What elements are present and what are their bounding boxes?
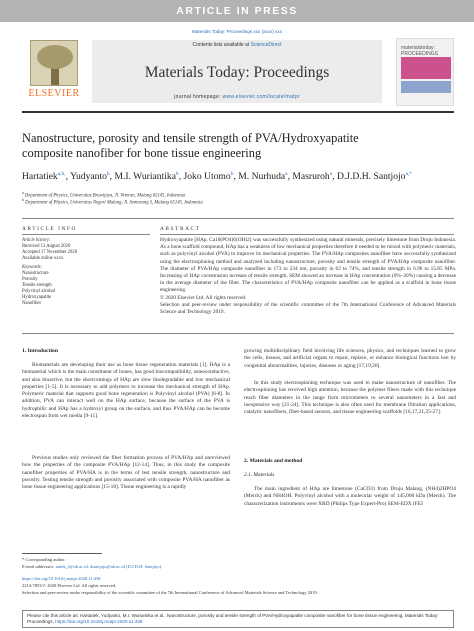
affiliation-text: Department of Physics, Universitas Negeri Malang, Jl. Semarang 5, Malang 65145, Indonesia: [25, 200, 203, 206]
materials-paragraph: The main ingredient of HAp are limestone (CaCO3) from Druju Malang, (NH4)2HPO4 (Merck) and NH4OH. Polyvinyl alcohol with a molecular weight of 145,000 kDa (Merck). The characterization instruments were XRD (Philips Type Expert-Pro) SEM-EDX (FEI: [244, 486, 456, 507]
footnote-divider: [22, 553, 102, 554]
intro-paragraph: Biomaterials are developing their use as bone tissue regeneration materials [1]. HAp is a biomaterial which is the main constituent of bones, has good biocompatibility, osteoconductive, and also bioactive, but the shortcomings of HAp are slow biodegradable and low mechanical properties [1-5]. It is necessary to add polymers to increase the mechanical strength of HAp. Polymeric material that supports good bone regeneration is Polyvinyl alcohol (PVA) [6-8]. In addition, PVA can interact well on the HAp surface, because the surface of the PVA is hydrophilic and HAp has a hydroxyl group on the surface, and thus PVA/HAp can be become electrospun from wet media [9-11].: [22, 362, 230, 420]
author-affiliation-mark[interactable]: b: [106, 171, 110, 177]
author-affiliation-mark[interactable]: b: [230, 171, 234, 177]
cover-graphic-lower: [401, 81, 451, 93]
abstract-text: Hydroxyapatite [HAp, Ca10(PO4)6(OH)2] was successfully synthesized using natural minerals, precisely limestone from Druju Indonesia. As a bone scaffold compound, HAp has a weakness of low mechanical properties therefore it needed to be mixed with polymeric materials, such as polyvinyl alcohol (PVA) to improve its mechanical properties. The PVA/HAp composites nanofiber have successfully synthesized using the electrospinning method and analyzed including nanostructure, porosity and tensile strength of PVA/HAp composite nanofiber. The diameter of PVA/HAp composite nanofiber in 173 to 234 nm, porosity in 62 to 74%, and tensile strength in 6.96 to 15.85 MPa. Increasing of HAp cocentrasion increase of tensile strength, SEM showed an increase in HAp concentration (0%–20%) causing a decrease in the average diameter of the fiber. The characteristics of PVA/HAp composite nanofiber can be applied as a scaffold in bone tissue engineering.: [160, 237, 456, 294]
citation-notice-box: [22, 610, 454, 628]
author-affiliation-mark[interactable]: a: [285, 171, 288, 177]
author-affiliation-mark[interactable]: a,b,: [57, 171, 66, 177]
elsevier-wordmark: ELSEVIER: [28, 88, 80, 99]
author-name[interactable]: Masruroh: [292, 171, 330, 183]
author-name[interactable]: Yudyanto: [70, 171, 107, 183]
journal-homepage-line: [92, 94, 382, 100]
intro-paragraph: Previous studies only reviewed the fiber formation process of PVA/HAp and unreviewed how the properties of the composite PVA/HAp [12-14]. Thus, in this study the composite nanofiber properties of PVA/HA is in the terms of test tensile strength, nanostructure and porosity. Testing tensile strength and porosity associated with composite PVA/HA nanofiber as bone tissue engineering applications [15-18]. Tissue engineering is a rapidly: [22, 455, 230, 491]
abstract-copyright: © 2020 Elsevier Ltd. All rights reserved.: [160, 294, 247, 301]
section-heading-materials: 2. Materials and method: [244, 458, 303, 464]
header-divider: [22, 218, 454, 219]
abstract-rule: [160, 234, 454, 235]
issn-line: 2214-7853/© 2020 Elsevier Ltd. All rights reserved.: [22, 583, 117, 588]
homepage-url-link[interactable]: www.elsevier.com/locate/matpr: [222, 94, 300, 100]
article-info-heading: ARTICLE INFO: [22, 226, 77, 232]
intro-paragraph: growing multidisciplinary field involving life sciences, physics, and techniques learned to grow the cells, tissues, and artificial organs to repair, replace, or enhance biological functions lost by congenital abnormalities, injuries, diseases or aging [17,19,20].: [244, 348, 456, 369]
keyword: Porosity: [22, 277, 38, 282]
abstract-body: [160, 237, 456, 316]
doi-url[interactable]: https://doi.org/10.1016/j.matpr.2020.11.438: [22, 576, 101, 581]
masthead-divider: [22, 111, 454, 113]
doi-link[interactable]: [22, 576, 101, 581]
abstract-heading: ABSTRACT: [160, 226, 201, 232]
journal-cover-thumbnail[interactable]: [396, 38, 454, 106]
section-heading-introduction: 1. Introduction: [22, 348, 58, 354]
history-received: Received 13 August 2020: [22, 244, 71, 249]
history-accepted: Accepted 17 November 2020: [22, 250, 78, 255]
keyword: Nanofiber: [22, 301, 42, 306]
author-name[interactable]: M.I. Wuriantika: [114, 171, 176, 183]
affiliation: [22, 198, 203, 206]
keyword: Hydroxyapatite: [22, 295, 52, 300]
homepage-prefix: journal homepage:: [174, 94, 221, 100]
article-title-line-1: Nanostructure, porosity and tensile strength of PVA/Hydroxyapatite: [22, 131, 359, 145]
keyword: Tensile strength: [22, 283, 52, 288]
abstract-selection: Selection and peer-review under responsibility of the scientific committee of the 7th International Conference of Advanced Materials Science and Technology 2019.: [160, 301, 456, 316]
subsection-heading-materials: 2.1. Materials: [244, 472, 275, 478]
elsevier-logo[interactable]: [22, 36, 86, 106]
author-affiliation-mark[interactable]: a: [329, 171, 333, 177]
author-name[interactable]: D.J.D.H. Santjojo: [336, 171, 406, 183]
author-name[interactable]: M. Nurhuda: [238, 171, 286, 183]
author-name[interactable]: Hartatiek: [22, 171, 58, 183]
affiliation-text: Department of Physics, Universitas Brawijaya, Jl. Veteran, Malang 65145, Indonesia: [24, 193, 186, 199]
sciencedirect-link[interactable]: ScienceDirect: [250, 42, 282, 48]
intro-paragraph: In this study electrospinning technique was used to make nanostructure of nanofiber. The electrospinning has received high attention, because the polymer fibers made with this technique reach fiber diameters in the range from micrometers to several nanometers in a fast and inexpensive way [21-24]. This technique is also often used for membrane filtration applications, catalytic nanofibers, fiber-based sensors, and tissue engineering scaffolds [16,17,21,25-27].: [244, 380, 456, 416]
selection-note: Selection and peer-review under responsibility of the scientific committee of the 7th International Conference of Advanced Materials Science and Technology 2019.: [22, 590, 318, 595]
article-info-rule: [22, 234, 150, 235]
elsevier-tree-icon: [30, 40, 78, 86]
citation-notice-doi-link[interactable]: https://doi.org/10.1016/j.matpr.2020.11.438: [55, 619, 143, 624]
journal-info-box: [92, 40, 382, 103]
citation-notice-text: Please cite this article as: Hartatiek, Yudyanto, M.I. Wuriantika et al., Nanostructure, porosity and tensile strength of PVA/Hydroxyapatite composite nanofiber for bone tissue engineering, Materials Today: Proceedings,: [27, 613, 439, 624]
affiliation-mark: b: [22, 198, 24, 202]
author-name[interactable]: Joko Utomo: [183, 171, 231, 183]
corresponding-author-note: * Corresponding author.: [22, 557, 66, 562]
affiliation-mark: a: [22, 191, 24, 195]
email-links[interactable]: tatiek_f@ub.ac.id, dsantjojo@ub.ac.id (D.J.D.H. Santjojo).: [55, 564, 163, 569]
history-online: Available online xxxx: [22, 256, 64, 261]
author-list: Hartatiek$^{a,b,}$, Yudyanto$^b$, M.I. Wuriantika$^b$, Joko Utomo$^b$, M. Nurhuda$^a$, Masruroh$^a$, D.J.D.H. Santjojo$^{a,*}$: [22, 171, 413, 183]
journal-title: Materials Today: Proceedings: [144, 64, 330, 81]
journal-masthead: [22, 36, 454, 109]
article-title-line-2: composite nanofiber for bone tissue engineering: [22, 146, 262, 160]
author-affiliation-mark[interactable]: b: [175, 171, 179, 177]
article-in-press-banner: ARTICLE IN PRESS: [0, 0, 474, 22]
contents-available-line: [92, 42, 382, 48]
article-title: [22, 131, 454, 161]
keyword: Polyvinyl alcohol: [22, 289, 56, 294]
cover-title: materialstoday: PROCEEDINGS: [401, 45, 438, 57]
keywords-label: Keywords:: [22, 265, 43, 270]
contents-prefix: Contents lists available at: [192, 42, 250, 48]
abstract-bottom-rule: [22, 333, 454, 334]
cover-graphic: [401, 57, 451, 79]
journal-citation-line[interactable]: Materials Today: Proceedings xxx (xxxx) xxx: [191, 29, 283, 34]
email-label: E-mail addresses:: [22, 564, 55, 569]
keyword: Nanostructure: [22, 271, 49, 276]
history-label: Article history:: [22, 238, 51, 243]
email-note: [22, 564, 162, 569]
author-affiliation-mark[interactable]: a,*: [405, 171, 413, 177]
